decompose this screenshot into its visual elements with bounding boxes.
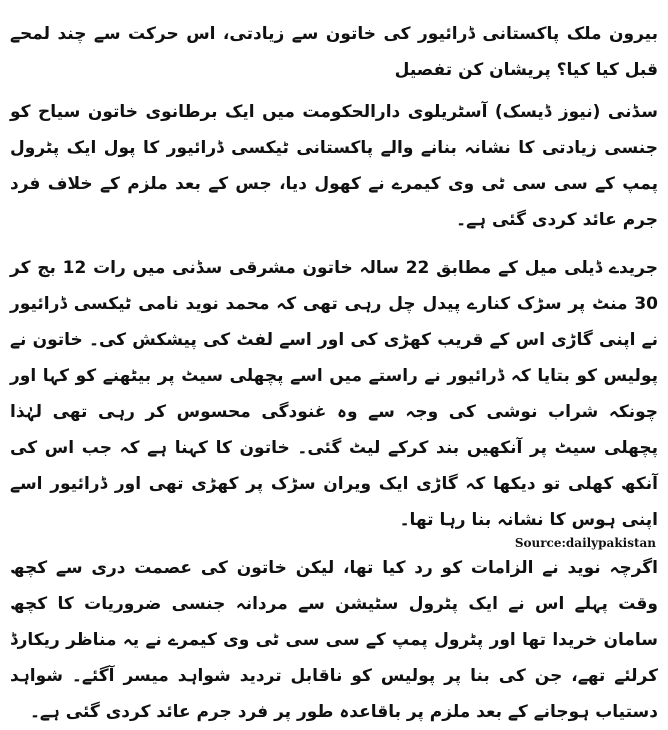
article-headline: بیرون ملک پاکستانی ڈرائیور کی خاتون سے زیادتی، اس حرکت سے چند لمحے قبل کیا کیا؟ پریشان کن تفصیل (10, 24, 658, 80)
article-paragraph-2: جریدے ڈیلی میل کے مطابق 22 سالہ خاتون مشرقی سڈنی میں رات 12 بج کر 30 منٹ پر سڑک کنارے پیدل چل رہی تھی کہ محمد نوید نامی ٹیکسی ڈرائیور نے اپنی گاڑی اس کے قریب کھڑی کی اور اسے لفٹ کی پیشکش کی۔ خاتون نے پولیس کو بتایا کہ ڈرائیور نے راستے میں اسے پچھلی سیٹ پر بیٹھنے کو کہا اور چونکہ شراب نوشی کی وجہ سے وہ غنودگی محسوس کر رہی تھی لہٰذا پچھلی سیٹ پر آنکھیں بند کرکے لیٹ گئی۔ خاتون کا کہنا ہے کہ جب اس کی آنکھ کھلی تو دیکھا کہ گاڑی ایک ویران سڑک پر کھڑی تھی اور ڈرائیور اسے اپنی ہوس کا نشانہ بنا رہا تھا۔ (10, 258, 658, 530)
source-credit: Source:dailypakistan (514, 536, 656, 550)
article-paragraph-1: سڈنی (نیوز ڈیسک) آسٹریلوی دارالحکومت میں ایک برطانوی خاتون سیاح کو جنسی زیادتی کا نشانہ بنانے والے پاکستانی ٹیکسی ڈرائیور کا پول ایک پٹرول پمپ کے سی سی ٹی وی کیمرے نے کھول دیا، جس کے بعد ملزم کے خلاف فرد جرم عائد کردی گئی ہے۔ (10, 102, 658, 230)
spacer (10, 238, 658, 250)
article-paragraph-3: اگرچہ نوید نے الزامات کو رد کیا تھا، لیکن خاتون کی عصمت دری سے کچھ وقت پہلے اس نے ایک پٹرول سٹیشن سے مردانہ جنسی ضروریات کا کچھ سامان خریدا تھا اور پٹرول پمپ کے سی سی ٹی وی کیمرے نے یہ مناظر ریکارڈ کرلئے تھے، جن کی بنا پر پولیس کو ناقابل تردید شواہد میسر آگئے۔ شواہد دستیاب ہوجانے کے بعد ملزم پر باقاعدہ طور پر فرد جرم عائد کردی گئی ہے۔ (10, 558, 658, 722)
